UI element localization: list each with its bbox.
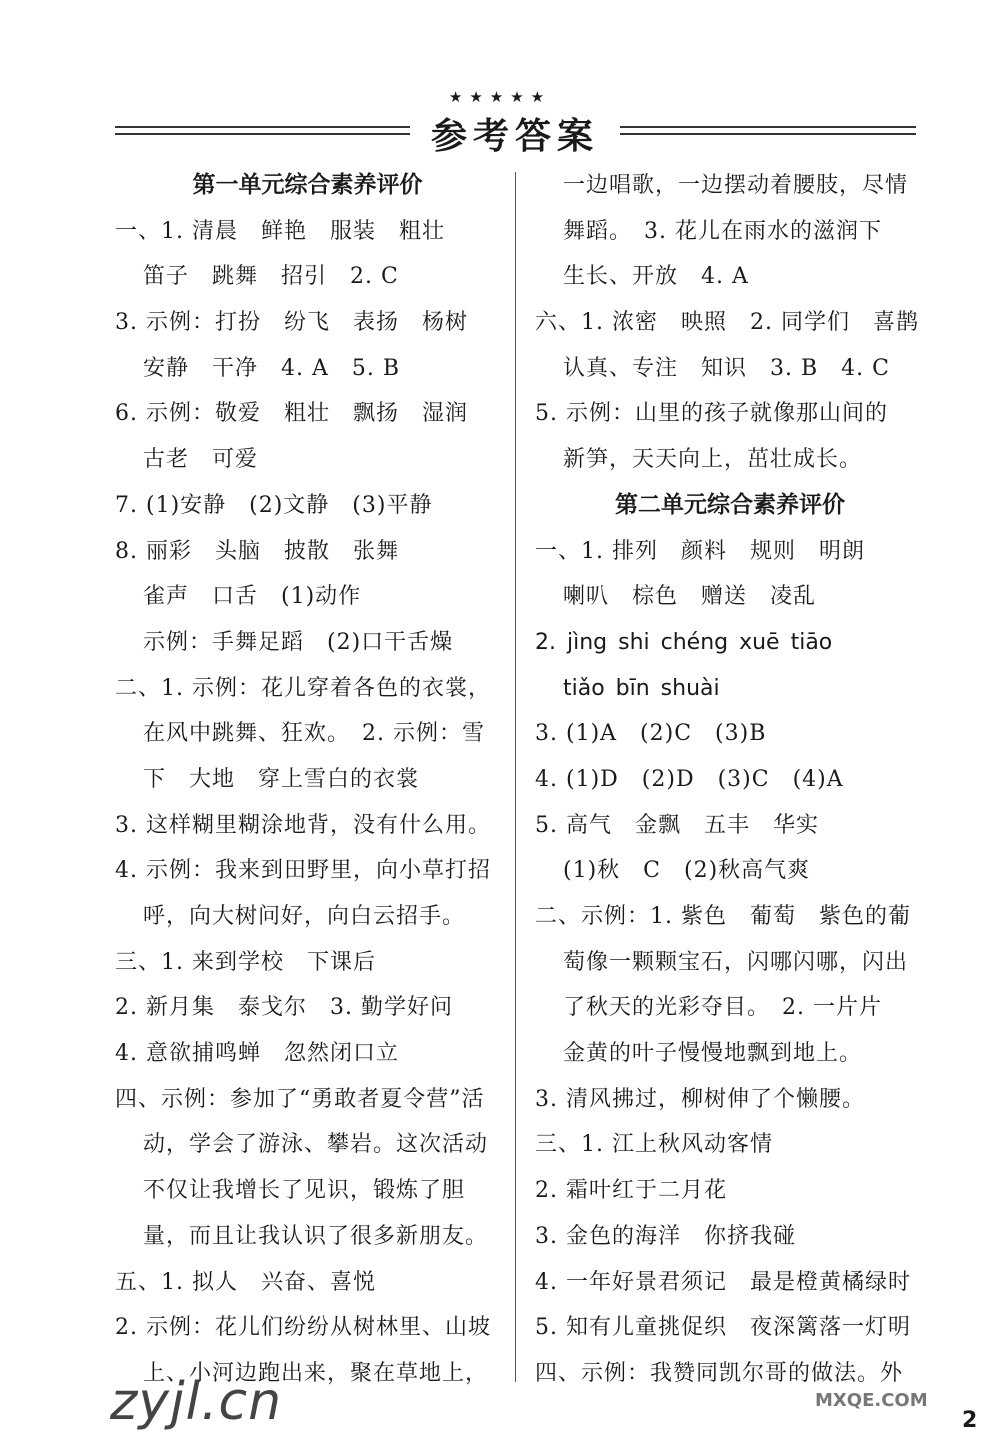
- page-title: 参考答案: [430, 116, 599, 157]
- answer-line: 4. 示例：我来到田野里，向小草打招: [115, 858, 491, 884]
- watermark-left: zyjl.cn: [110, 1372, 283, 1432]
- answer-line: 在风中跳舞、狂欢。 2. 示例：雪: [143, 721, 485, 747]
- answer-line: 上、小河边跑出来，聚在草地上，: [143, 1360, 489, 1386]
- answer-line: 不仅让我增长了见识，锻炼了胆: [143, 1178, 466, 1204]
- answer-line: 新笋，天天向上，茁壮成长。: [563, 447, 863, 473]
- answer-line: 一、1. 清晨 鲜艳 服装 粗壮: [115, 218, 445, 244]
- answer-line: 认真、专注 知识 3. B 4. C: [563, 355, 890, 381]
- answer-line: 一边唱歌，一边摆动着腰肢，尽情: [563, 173, 909, 198]
- page-number: 2: [962, 1408, 978, 1433]
- answer-line: 一、1. 排列 颜料 规则 明朗: [535, 538, 865, 564]
- answer-line: 7. (1)安静 (2)文静 (3)平静: [115, 492, 433, 518]
- page-header: [0, 88, 1000, 158]
- section-heading: 第二单元综合素养评价: [615, 491, 845, 518]
- answer-line: 安静 干净 4. A 5. B: [143, 355, 401, 381]
- answer-line: 萄像一颗颗宝石，闪哪闪哪，闪出: [563, 949, 909, 975]
- answer-line: 四、示例：参加了“勇敢者夏令营”活: [115, 1086, 485, 1112]
- answer-line: 五、1. 拟人 兴奋、喜悦: [115, 1269, 376, 1295]
- answer-line: 雀声 口舌 (1)动作: [143, 584, 362, 610]
- answer-line: 5. 示例：山里的孩子就像那山间的: [535, 401, 888, 427]
- answer-line: 2. 新月集 泰戈尔 3. 勤学好问: [115, 995, 453, 1021]
- answer-line: 四、示例：我赞同凯尔哥的做法。外: [535, 1360, 904, 1386]
- answer-line: 三、1. 来到学校 下课后: [115, 949, 376, 975]
- answer-line: 5. 高气 金飘 五丰 华实: [535, 812, 819, 838]
- watermark-right: MXQE.COM: [815, 1390, 928, 1411]
- answer-line: 动，学会了游泳、攀岩。这次活动: [143, 1132, 489, 1158]
- answer-line: (1)秋 C (2)秋高气爽: [563, 858, 811, 884]
- answer-line: 笛子 跳舞 招引 2. C: [143, 264, 399, 290]
- right-column: [535, 163, 925, 1397]
- answer-line: 4. (1)D (2)D (3)C (4)A: [535, 766, 844, 792]
- answer-line: 3. 这样糊里糊涂地背，没有什么用。: [115, 812, 491, 838]
- header-rule-left: [115, 126, 410, 135]
- answer-line: 六、1. 浓密 映照 2. 同学们 喜鹊: [535, 310, 919, 336]
- answer-line: 呼，向大树问好，向白云招手。: [143, 904, 466, 929]
- header-stars: ★★★★★: [448, 88, 552, 106]
- answer-line: 8. 丽彩 头脑 披散 张舞: [115, 538, 399, 564]
- answer-line: 金黄的叶子慢慢地飘到地上。: [563, 1041, 863, 1067]
- answer-line: 4. 一年好景君须记 最是橙黄橘绿时: [535, 1269, 911, 1295]
- answer-line: 2. jìng shi chéng xuē tiāo: [535, 629, 833, 655]
- answer-line: 量，而且让我认识了很多新朋友。: [143, 1223, 489, 1249]
- answer-line: 3. 金色的海洋 你挤我碰: [535, 1223, 796, 1249]
- section-heading: 第一单元综合素养评价: [192, 172, 423, 198]
- answer-line: 了秋天的光彩夺目。 2. 一片片: [563, 995, 882, 1021]
- header-rule-right: [620, 126, 916, 135]
- answer-line: 6. 示例：敬爱 粗壮 飘扬 湿润: [115, 401, 468, 427]
- answer-line: 3. 示例：打扮 纷飞 表扬 杨树: [115, 310, 468, 336]
- column-divider: [515, 172, 516, 1382]
- answer-line: 舞蹈。 3. 花儿在雨水的滋润下: [563, 218, 882, 244]
- answer-line: 生长、开放 4. A: [563, 264, 749, 290]
- answer-line: 古老 可爱: [143, 447, 259, 473]
- answer-line: 二、1. 示例：花儿穿着各色的衣裳，: [115, 675, 491, 701]
- answer-line: 2. 示例：花儿们纷纷从树林里、山坡: [115, 1315, 491, 1341]
- answer-line: 5. 知有儿童挑促织 夜深篱落一灯明: [535, 1315, 911, 1341]
- answer-line: 2. 霜叶红于二月花: [535, 1178, 727, 1204]
- answer-line: 4. 意欲捕鸣蝉 忽然闭口立: [115, 1041, 399, 1067]
- answer-line: 二、示例：1. 紫色 葡萄 紫色的葡: [535, 904, 911, 929]
- answer-line: 3. (1)A (2)C (3)B: [535, 721, 767, 747]
- answer-line: 喇叭 棕色 赠送 凌乱: [563, 584, 817, 610]
- answer-line: 示例：手舞足蹈 (2)口干舌燥: [143, 629, 454, 655]
- answer-line: 三、1. 江上秋风动客情: [535, 1132, 773, 1158]
- left-column: [115, 163, 500, 1397]
- answer-line: tiǎo bīn shuài: [563, 675, 720, 701]
- answer-line: 3. 清风拂过，柳树伸了个懒腰。: [535, 1086, 865, 1112]
- answer-line: 下 大地 穿上雪白的衣裳: [143, 766, 420, 792]
